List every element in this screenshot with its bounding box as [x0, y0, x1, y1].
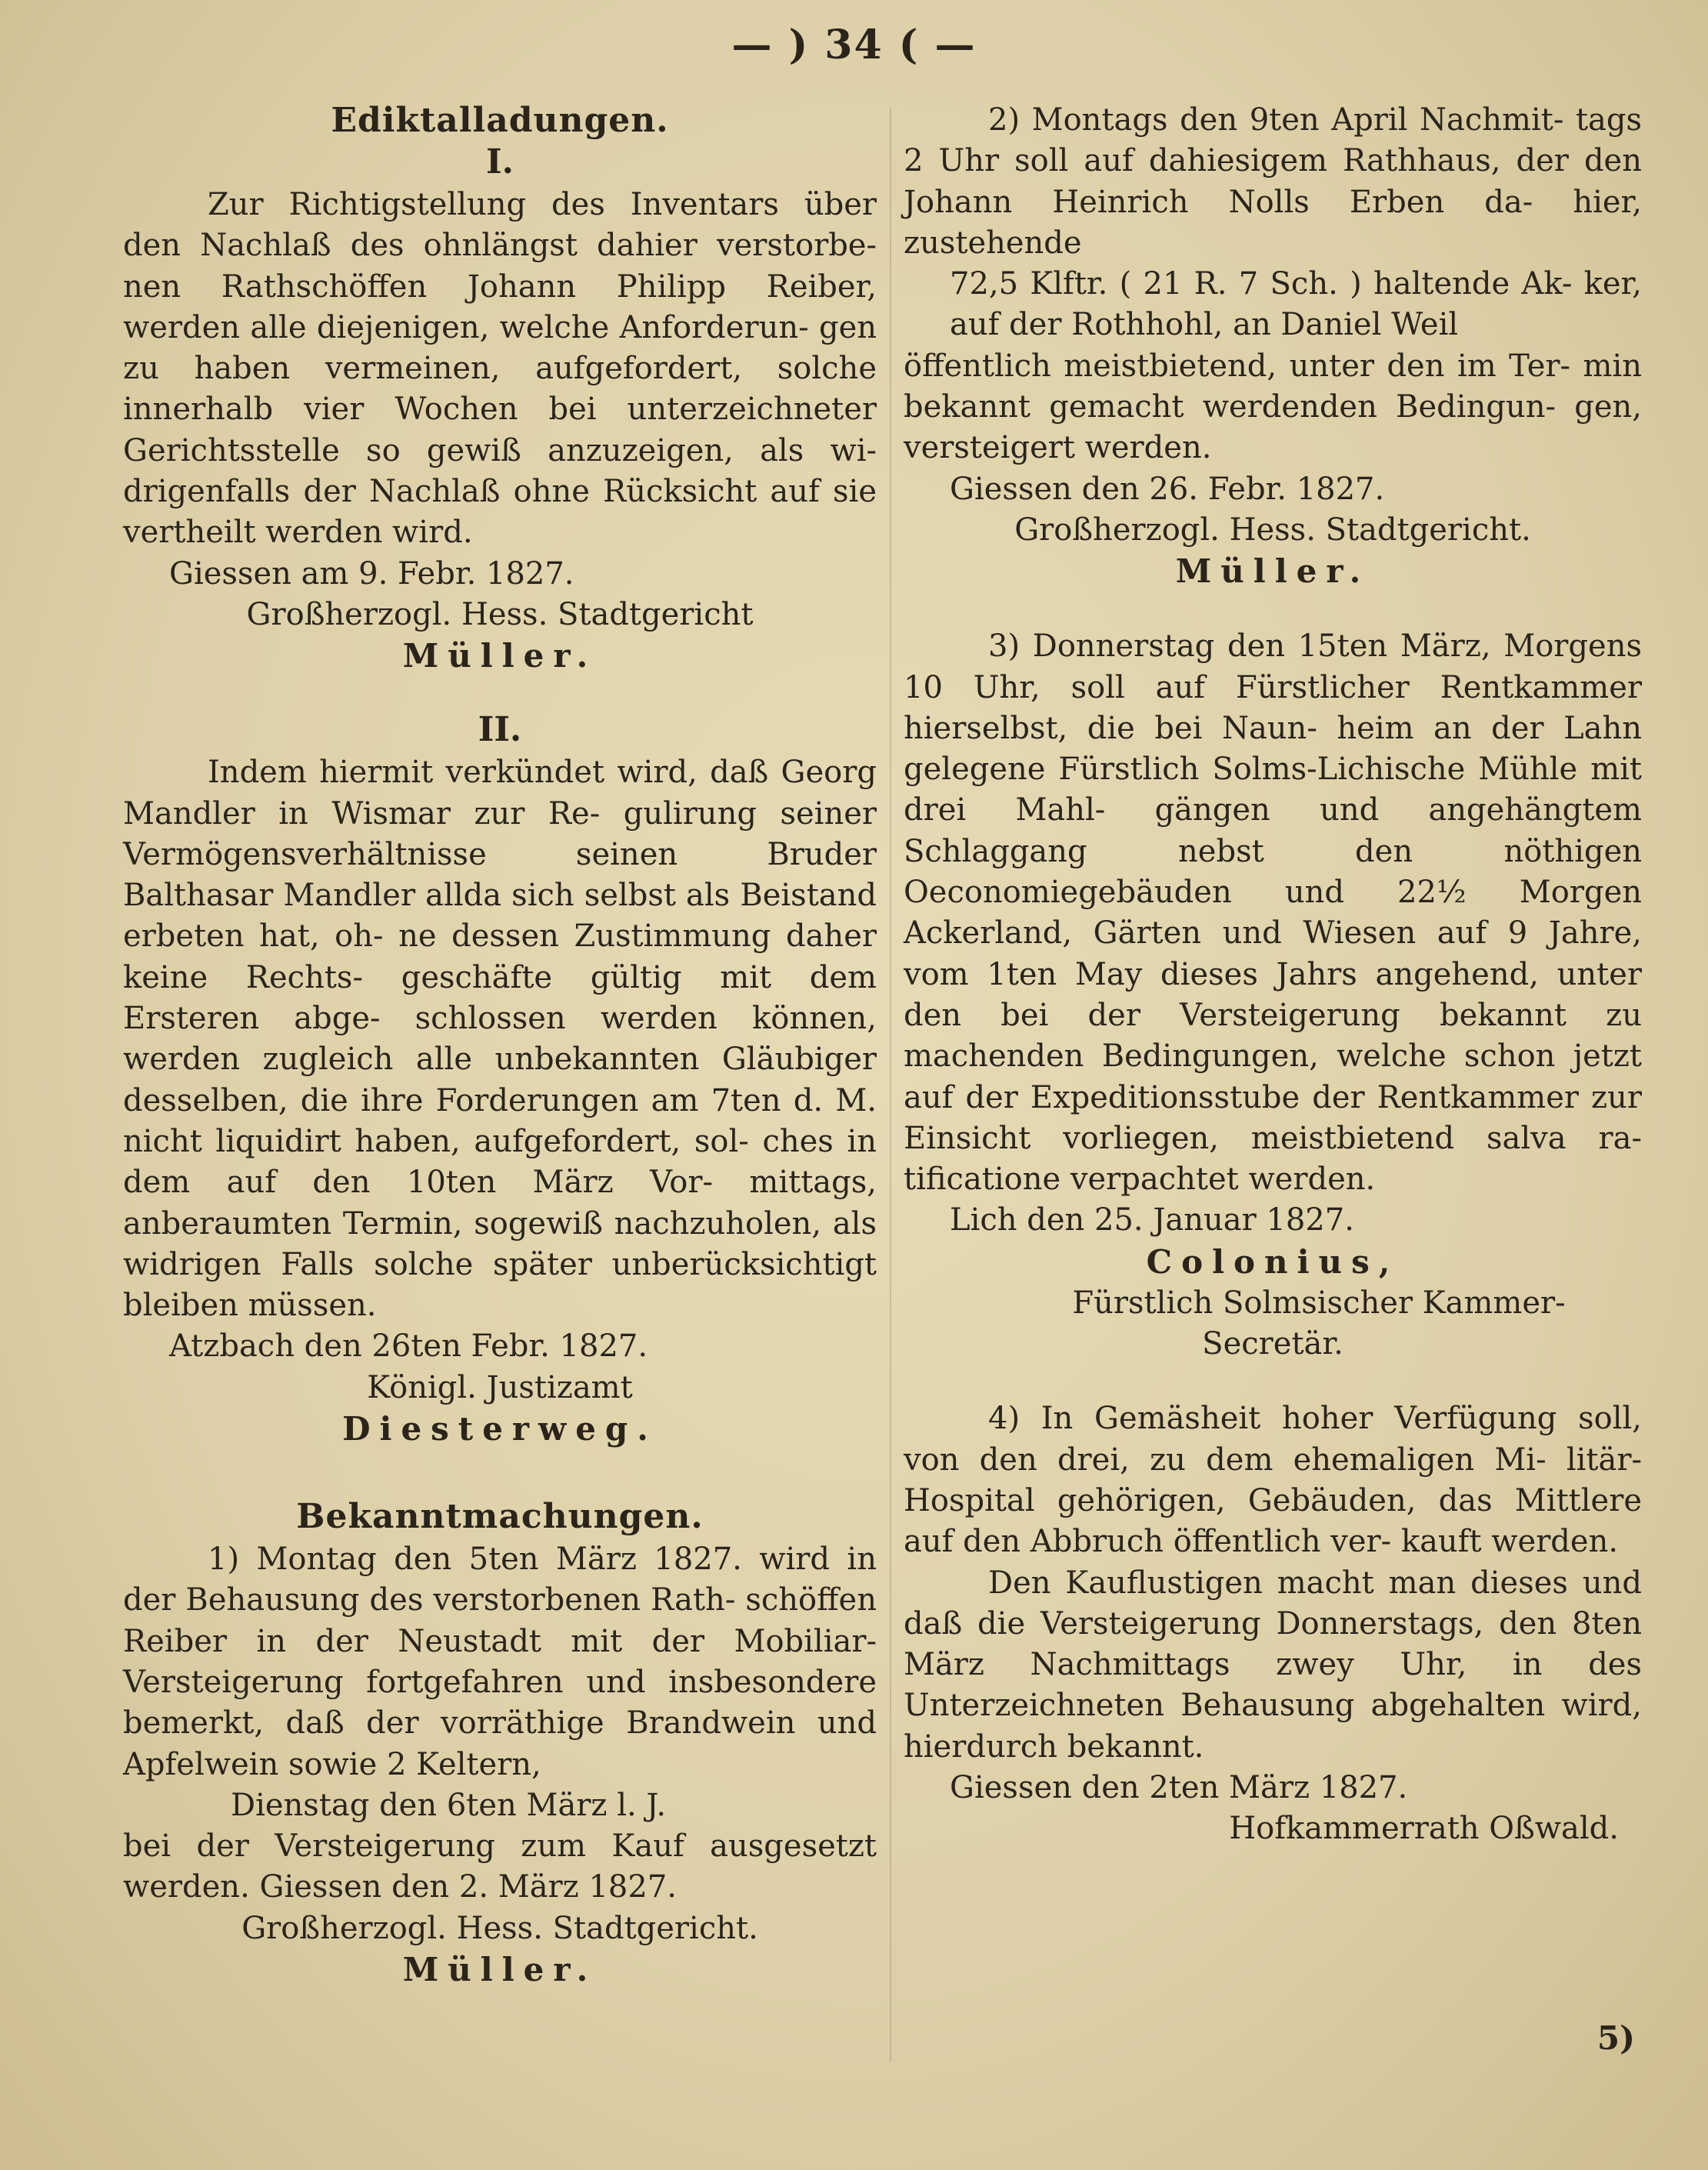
- section-heading-bekanntmachungen: Bekanntmachungen.: [296, 1497, 704, 1537]
- right-column: [904, 100, 1642, 1850]
- page-number: — ) 34 ( —: [731, 22, 977, 68]
- announcement-2-text: 2) Montags den 9ten April Nachmit- tags 2 Uhr soll auf dahiesigem Rathhaus, der den Johann Heinrich Nolls Erben da- hier, zustehende: [904, 102, 1642, 261]
- item-numeral-1: I.: [486, 142, 514, 182]
- announcement-2-authority: Großherzogl. Hess. Stadtgericht.: [1014, 512, 1531, 548]
- announcement-1-signer: Müller.: [402, 1950, 598, 1988]
- announcement-3-date: Lich den 25. Januar 1827.: [950, 1202, 1354, 1238]
- announcement-1-date-line: Dienstag den 6ten März l. J.: [231, 1787, 667, 1823]
- announcement-2-signer: Müller.: [1175, 552, 1370, 591]
- announcement-4-text: 4) In Gemäsheit hoher Verfügung soll, von den drei, zu dem ehemaligen Mi- litär-Hospital gehörigen, Gebäuden, das Mittlere auf den Abbruch öffentlich ver- kauft werden.: [904, 1401, 1642, 1560]
- column-divider: [890, 108, 891, 2062]
- announcement-3-signer: Colonius,: [1146, 1242, 1400, 1281]
- announcement-2-object: 72,5 Klftr. ( 21 R. 7 Sch. ) haltende Ak- ker, auf der Rothhohl, an Daniel Weil: [950, 266, 1642, 343]
- announcement-2-text-2: öffentlich meistbietend, unter den im Ter- min bekannt gemacht werdenden Bedingun- gen, versteigert werden.: [904, 348, 1642, 466]
- announcement-4-signer: Hofkammerrath Oßwald.: [1229, 1811, 1619, 1847]
- item-2-authority: Königl. Justizamt: [367, 1369, 633, 1405]
- announcement-2-date: Giessen den 26. Febr. 1827.: [950, 471, 1385, 507]
- announcement-4-text-2: Den Kauflustigen macht man dieses und daß die Versteigerung Donnerstags, den 8ten März Nachmittags zwey Uhr, in des Unterzeichneten Behausung abgehalten wird, hierdurch bekannt.: [904, 1565, 1642, 1765]
- section-heading-ediktalladungen: Ediktalladungen.: [331, 101, 669, 140]
- item-1-date: Giessen am 9. Febr. 1827.: [169, 555, 574, 592]
- item-2-text: Indem hiermit verkündet wird, daß Georg Mandler in Wismar zur Re- gulirung seiner Vermögensverhältnisse seinen Bruder Balthasar Mandler allda sich selbst als Beistand erbeten hat, oh- ne dessen Zustimmung daher keine Rechts- geschäfte gültig mit dem Ersteren abge- schlossen werden können, werden zugleich alle unbekannten Gläubiger desselben, die ihre Forderungen am 7ten d. M. nicht liquidirt haben, aufgefordert, sol- ches in dem auf den 10ten März Vor- mittags, anberaumten Termin, sogewiß nachzuholen, als widrigen Falls solche später unberücksichtigt bleiben müssen.: [123, 755, 877, 1324]
- item-1-signer: Müller.: [402, 637, 598, 675]
- item-1-text: Zur Richtigstellung des Inventars über den Nachlaß des ohnlängst dahier verstorbe- nen Rathschöffen Johann Philipp Reiber, werden alle diejenigen, welche Anforderun- gen zu haben vermeinen, aufgefordert, solche innerhalb vier Wochen bei unterzeichneter Gerichtsstelle so gewiß anzuzeigen, als wi- drigenfalls der Nachlaß ohne Rücksicht auf sie vertheilt werden wird.: [123, 187, 877, 551]
- catchword: 5): [1596, 2019, 1635, 2057]
- announcement-1-text-2: bei der Versteigerung zum Kauf ausgesetzt werden. Giessen den 2. März 1827.: [123, 1828, 877, 1905]
- announcement-4-date: Giessen den 2ten März 1827.: [950, 1769, 1408, 1805]
- left-column: [123, 100, 877, 1991]
- announcement-3-title-1: Fürstlich Solmsischer Kammer-: [1072, 1285, 1566, 1321]
- item-2-signer: Diesterweg.: [342, 1410, 658, 1448]
- announcement-3-title-2: Secretär.: [1202, 1326, 1343, 1362]
- item-numeral-2: II.: [478, 710, 522, 750]
- item-1-authority: Großherzogl. Hess. Stadtgericht: [246, 596, 754, 632]
- announcement-3-text: 3) Donnerstag den 15ten März, Morgens 10 Uhr, soll auf Fürstlicher Rentkammer hierselbst, die bei Naun- heim an der Lahn gelegene Fürstlich Solms-Lichische Mühle mit drei Mahl- gängen und angehängtem Schlaggang nebst den nöthigen Oeconomiegebäuden und 22½ Morgen Ackerland, Gärten und Wiesen auf 9 Jahre, vom 1ten May dieses Jahrs angehend, unter den bei der Versteigerung bekannt zu machenden Bedingungen, welche schon jetzt auf der Expeditionsstube der Rentkammer zur Einsicht vorliegen, meistbietend salva ra- tificatione verpachtet werden.: [904, 628, 1642, 1198]
- announcement-1-authority: Großherzogl. Hess. Stadtgericht.: [241, 1910, 758, 1946]
- announcement-1-text: 1) Montag den 5ten März 1827. wird in der Behausung des verstorbenen Rath- schöffen Reiber in der Neustadt mit der Mobiliar-Versteigerung fortgefahren und insbesondere bemerkt, daß der vorräthige Brandwein und Apfelwein sowie 2 Keltern,: [123, 1542, 877, 1782]
- item-2-date: Atzbach den 26ten Febr. 1827.: [169, 1328, 648, 1365]
